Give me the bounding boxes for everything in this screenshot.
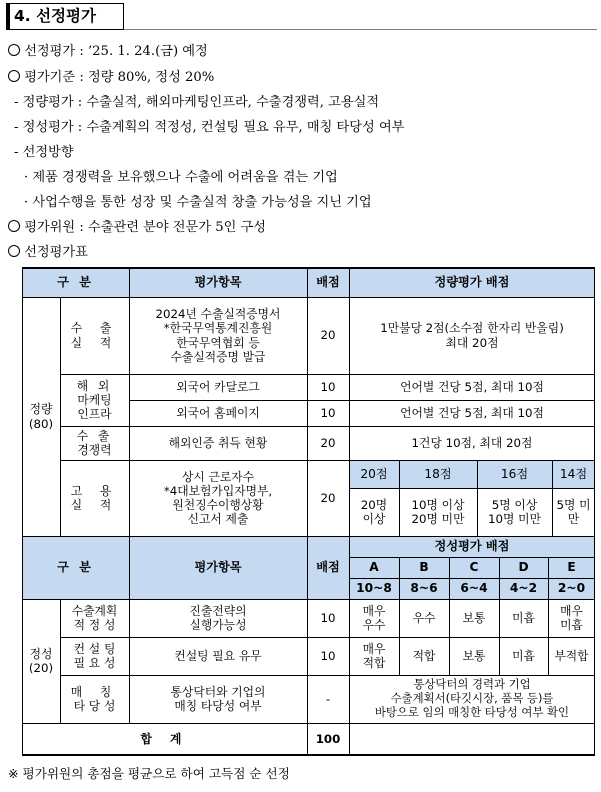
table-rule: [60, 374, 595, 375]
table-rule: [22, 599, 595, 600]
circle-bullet-icon: [8, 44, 20, 56]
qual-grade-e: E: [548, 557, 595, 578]
marketing-item-homepage: 외국어 홈페이지: [176, 405, 260, 420]
competitiveness-points: 20: [320, 435, 336, 450]
quant-group-label: 정량 (80): [28, 402, 54, 431]
matching-name: 매 칭 타 당 성: [70, 684, 119, 713]
marketing-score-catalog: 언어별 건당 5점, 최대 10점: [400, 379, 544, 394]
marketing-name: 해 외 마케팅 인프라: [76, 378, 113, 422]
circle-bullet-icon: [8, 220, 20, 232]
table-rule: [129, 267, 130, 723]
marketing-points-catalog: 10: [320, 379, 336, 394]
table-bottom-border: [22, 754, 595, 756]
section-title: 4. 선정평가: [6, 3, 124, 30]
table-rule: [399, 460, 400, 536]
competitiveness-item: 해외인증 취득 현황: [168, 435, 268, 450]
table-left-border: [22, 267, 23, 756]
qual-range-e: 2~0: [548, 578, 595, 599]
eval-date-line: [8, 40, 208, 59]
table-rule: [349, 267, 350, 755]
qual-range-d: 4~2: [499, 578, 548, 599]
total-points: 100: [315, 731, 341, 746]
direction-item-2: · 사업수행을 통한 성장 및 수출실적 창출 가능성을 지닌 기업: [24, 195, 372, 210]
consulting-points: 10: [320, 648, 336, 663]
total-label: 합 계: [140, 731, 189, 746]
plan-score-e: 매우 미흡: [560, 603, 583, 632]
table-rule: [349, 557, 595, 558]
plan-score-a: 매우 우수: [362, 603, 386, 632]
employment-grade-20: 20점: [349, 460, 399, 488]
qual-grade-b: B: [399, 557, 449, 578]
qual-header-division: 구 분: [22, 536, 129, 599]
plan-points: 10: [320, 610, 336, 625]
plan-score-c: 보통: [462, 610, 486, 625]
consulting-name: 컨 설 팅 필 요 성: [73, 641, 116, 670]
competitiveness-name: 수 출 경쟁력: [76, 428, 113, 457]
consulting-item: 컨설팅 필요 유무: [174, 648, 262, 663]
qual-range-a: 10~8: [349, 578, 399, 599]
criteria-text: 평가기준 : 정량 80%, 정성 20%: [20, 70, 215, 85]
table-title-line: [8, 241, 88, 260]
qual-range-c: 6~4: [449, 578, 499, 599]
footnote: ※ 평가위원의 총점을 평균으로 하여 고득점 순 선정: [8, 766, 290, 781]
marketing-score-homepage: 언어별 건당 5점, 최대 10점: [400, 405, 544, 420]
table-rule: [349, 488, 595, 489]
employment-range-18: 10명 이상 20명 미만: [411, 497, 465, 526]
employment-range-16: 5명 이상 10명 미만: [488, 497, 541, 526]
plan-name: 수출계획 적 정 성: [71, 603, 118, 632]
export-record-points: 20: [320, 328, 336, 343]
qual-header-item: 평가항목: [129, 536, 307, 599]
consulting-score-b: 적합: [412, 648, 436, 663]
circle-bullet-icon: [8, 245, 20, 257]
table-rule: [499, 557, 500, 675]
export-record-name: 수 출 실 적: [70, 321, 119, 350]
matching-item: 통상닥터와 기업의 매칭 타당성 여부: [170, 684, 266, 713]
table-rule: [22, 723, 595, 724]
consulting-score-e: 부적합: [554, 648, 589, 663]
quant-header-item: 평가항목: [129, 267, 307, 297]
employment-name: 고 용 실 적: [70, 483, 119, 512]
table-title-text: 선정평가표: [20, 245, 88, 260]
employment-range-20: 20명 이상: [360, 497, 388, 526]
table-rule: [60, 426, 595, 427]
employment-item: 상시 근로자수 *4대보험가입자명부, 원천징수이행상황 신고서 제출: [163, 469, 273, 527]
consulting-score-c: 보통: [462, 648, 486, 663]
direction-line: - 선정방향: [14, 145, 74, 160]
employment-grade-14: 14점: [552, 460, 595, 488]
marketing-points-homepage: 10: [320, 405, 336, 420]
direction-item-1: · 제품 경쟁력을 보유했으나 수출에 어려움을 겪는 기업: [24, 170, 338, 185]
quant-eval-line: - 정량평가 : 수출실적, 해외마케팅인프라, 수출경쟁력, 고용실적: [14, 95, 380, 110]
quant-header-points: 배점: [307, 267, 349, 297]
qual-range-b: 8~6: [399, 578, 449, 599]
circle-bullet-icon: [8, 70, 20, 82]
quant-header-scoring: 정량평가 배점: [349, 267, 595, 297]
qual-eval-line: - 정성평가 : 수출계획의 적정성, 컨설팅 필요 유무, 매칭 타당성 여부: [14, 120, 405, 135]
table-rule: [477, 460, 478, 536]
plan-score-b: 우수: [412, 610, 436, 625]
export-record-item: 2024년 수출실적증명서 *한국무역통계진흥원 한국무역협회 등 수출실적증명 발급: [155, 307, 281, 364]
employment-points: 20: [320, 490, 336, 505]
table-rule: [307, 267, 308, 755]
qual-group-label: 정성 (20): [28, 646, 54, 675]
consulting-score-d: 미흡: [512, 648, 535, 663]
employment-range-14: 5명 미만: [556, 497, 591, 526]
table-rule: [60, 599, 61, 723]
committee-line: [8, 216, 266, 235]
criteria-line: [8, 66, 214, 85]
qual-grade-a: A: [349, 557, 399, 578]
qual-header-scoring: 정성평가 배점: [349, 536, 595, 557]
table-rule: [60, 637, 595, 638]
matching-score: 통상닥터의 경력과 기업 수출계획서(타깃시장, 품목 등)를 바탕으로 임의 매칭한 타당성 여부 확인: [374, 677, 570, 719]
table-rule: [399, 557, 400, 675]
table-rule: [60, 297, 61, 536]
employment-grade-18: 18점: [399, 460, 477, 488]
table-rule: [22, 536, 595, 537]
matching-points: -: [325, 691, 331, 706]
table-rule: [60, 460, 595, 461]
qual-grade-c: C: [449, 557, 499, 578]
evaluation-table: [22, 267, 601, 755]
table-rule: [552, 460, 553, 536]
table-rule: [60, 675, 595, 676]
committee-text: 평가위원 : 수출관련 분야 전문가 5인 구성: [20, 220, 267, 235]
plan-item: 진출전략의 실행가능성: [189, 603, 247, 632]
export-record-score: 1만불당 2점(소수점 한자리 반올림) 최대 20점: [380, 321, 564, 350]
consulting-score-a: 매우 적합: [362, 641, 386, 670]
table-rule: [548, 557, 549, 675]
quant-header-division: 구 분: [22, 267, 129, 297]
qual-grade-d: D: [499, 557, 548, 578]
plan-score-d: 미흡: [512, 610, 535, 625]
section-divider: [124, 29, 597, 30]
qual-header-points: 배점: [307, 536, 349, 599]
table-right-border: [594, 267, 595, 756]
eval-date-text: 선정평가 : ’25. 1. 24.(금) 예정: [20, 44, 208, 59]
competitiveness-score: 1건당 10점, 최대 20점: [411, 435, 533, 450]
table-rule: [22, 297, 595, 298]
table-top-border: [22, 267, 595, 269]
table-rule: [349, 578, 595, 579]
table-rule: [129, 400, 595, 401]
employment-grade-16: 16점: [477, 460, 552, 488]
table-rule: [449, 557, 450, 675]
marketing-item-catalog: 외국어 카달로그: [176, 379, 260, 394]
